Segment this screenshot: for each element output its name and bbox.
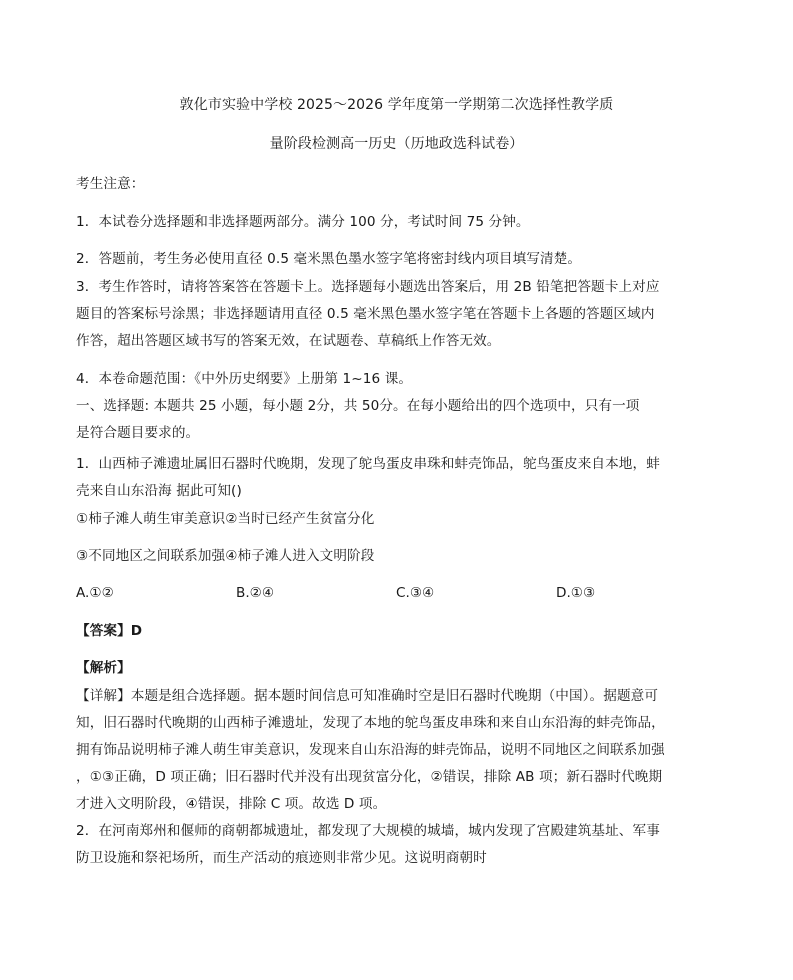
section-heading-line-2: 是符合题目要求的。 [76,425,200,441]
doc-title-line-1: 敦化市实验中学校 2025～2026 学年度第一学期第二次选择性教学质 [179,97,614,113]
question-1-option-d: D.①③ [556,585,596,601]
question-1-option-b: B.②④ [236,585,275,601]
question-1-items-line-1: ①柿子滩人萌生审美意识②当时已经产生贫富分化 [76,511,375,527]
question-1-analysis-line-1: 【详解】本题是组合选择题。据本题时间信息可知准确时空是旧石器时代晚期（中国）。据题意可 [76,688,659,704]
question-1-option-a: A.①② [76,585,114,601]
question-2-stem-line-1: 2．在河南郑州和偃师的商朝都城遗址，都发现了大规模的城墙，城内发现了宫殿建筑基址、军事 [76,823,660,839]
doc-title-line-2: 量阶段检测高一历史（历地政选科试卷） [269,136,524,152]
question-1-analysis-line-5: 才进入文明阶段，④错误，排除 C 项。故选 D 项。 [76,796,387,812]
note-4: 4．本卷命题范围：《中外历史纲要》上册第 1~16 课。 [76,371,413,387]
question-1-analysis-line-2: 知，旧石器时代晚期的山西柿子滩遗址，发现了本地的鸵鸟蛋皮串珠和来自山东沿海的蚌壳饰品， [76,715,665,731]
question-1-items-line-2: ③不同地区之间联系加强④柿子滩人进入文明阶段 [76,548,375,564]
question-1-answer: 【答案】D [76,623,143,639]
note-3-line-3: 作答，超出答题区域书写的答案无效，在试题卷、草稿纸上作答无效。 [76,333,501,349]
question-1-analysis-line-4: ，①③正确，D 项正确；旧石器时代并没有出现贫富分化，②错误，排除 AB 项；新石器时代晚期 [76,769,663,785]
note-3-line-2: 题目的答案标号涂黑；非选择题请用直径 0.5 毫米黑色墨水签字笔在答题卡上各题的答题区域内 [76,306,655,322]
question-1-stem-line-1: 1．山西柿子滩遗址属旧石器时代晚期，发现了鸵鸟蛋皮串珠和蚌壳饰品，鸵鸟蛋皮来自本地，蚌 [76,456,660,472]
note-3-line-1: 3．考生作答时，请将答案答在答题卡上。选择题每小题选出答案后，用 2B 铅笔把答题卡上对应 [76,279,660,295]
question-2-stem-line-2: 防卫设施和祭祀场所，而生产活动的痕迹则非常少见。这说明商朝时 [76,850,487,866]
notice-heading: 考生注意： [76,176,145,192]
question-1-stem-line-2: 壳来自山东沿海 据此可知() [76,483,242,499]
section-heading-line-1: 一、选择题: 本题共 25 小题，每小题 2分，共 50分。在每小题给出的四个选项中，只有一项 [76,398,640,414]
note-2: 2．答题前，考生务必使用直径 0.5 毫米黑色墨水签字笔将密封线内项目填写清楚。 [76,251,582,267]
question-1-option-c: C.③④ [396,585,435,601]
question-1-analysis-line-3: 拥有饰品说明柿子滩人萌生审美意识，发现来自山东沿海的蚌壳饰品，说明不同地区之间联系加强 [76,742,665,758]
note-1: 1．本试卷分选择题和非选择题两部分。满分 100 分，考试时间 75 分钟。 [76,214,530,230]
question-1-analysis-heading: 【解析】 [76,660,131,676]
